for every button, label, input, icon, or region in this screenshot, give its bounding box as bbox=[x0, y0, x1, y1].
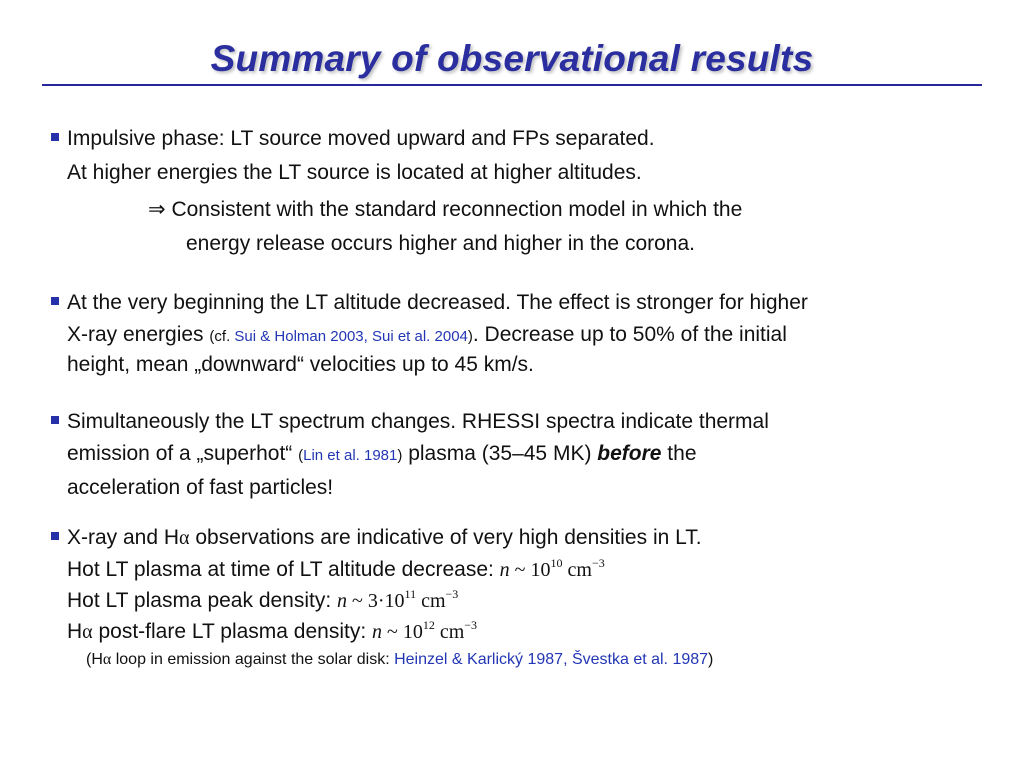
bullet-1-line-3 bbox=[148, 197, 742, 223]
density-label-decrease: Hot LT plasma at time of LT altitude decrease: bbox=[67, 558, 500, 581]
ref-close: ) bbox=[397, 447, 403, 464]
bullet-2-marker bbox=[51, 297, 59, 305]
bullet-3-marker bbox=[51, 416, 59, 424]
page-title: Summary of observational results bbox=[210, 38, 814, 79]
bullet-2-line-2-a: X-ray energies bbox=[67, 323, 210, 346]
bullet-3-line-3: acceleration of fast particles! bbox=[67, 476, 334, 499]
density-label-peak: Hot LT plasma peak density: bbox=[67, 589, 338, 612]
bullet-1-line-4: energy release occurs higher and higher in the corona. bbox=[186, 232, 695, 255]
density-formula-decrease: n ~ $10^{10}$ $cm^{-3}$ bbox=[499, 556, 605, 581]
bullet-4-marker bbox=[51, 532, 59, 540]
bullet-1-line-3-text: Consistent with the standard reconnection model in which the bbox=[165, 198, 743, 221]
bullet-4-line-1 bbox=[67, 525, 702, 551]
bullet-1-marker bbox=[51, 133, 59, 141]
density-formula-peak: n ~ $3\cdot 10^{11}$ $cm^{-3}$ bbox=[337, 587, 459, 612]
ref-open: ( bbox=[298, 447, 304, 464]
bullet-4-line-4 bbox=[67, 619, 477, 645]
bullet-3-line-1: Simultaneously the LT spectrum changes. RHESSI spectra indicate thermal bbox=[67, 410, 769, 433]
footnote-text: loop in emission against the solar disk: bbox=[111, 651, 395, 668]
bullet-4-line-1-b: observations are indicative of very high densities in LT. bbox=[189, 526, 702, 549]
alpha-symbol-3: α bbox=[102, 651, 112, 668]
h-letter: H bbox=[67, 620, 83, 643]
bullet-3-line-2 bbox=[67, 441, 697, 469]
reference-link-lin[interactable]: Lin et al. 1981 bbox=[303, 447, 398, 464]
bullet-2-line-3: height, mean „downward“ velocities up to 45 km/s. bbox=[67, 353, 534, 376]
footnote-close: ) bbox=[708, 651, 714, 668]
bullet-4-line-1-a: X-ray and H bbox=[67, 526, 180, 549]
bullet-4-line-3 bbox=[67, 588, 458, 614]
implies-arrow-icon: ⇒ bbox=[148, 198, 166, 221]
bullet-3-line-2-c: the bbox=[661, 442, 697, 465]
bullet-2-line-2-b: . Decrease up to 50% of the initial bbox=[472, 323, 787, 346]
bullet-2-line-1: At the very beginning the LT altitude decreased. The effect is stronger for higher bbox=[67, 291, 808, 314]
reference-link-sui[interactable]: Sui & Holman 2003, Sui et al. 2004 bbox=[234, 328, 468, 345]
density-formula-postflare: n ~ $10^{12}$ $cm^{-3}$ bbox=[372, 618, 478, 643]
bullet-4-footnote bbox=[86, 647, 713, 673]
cf-close: ) bbox=[467, 328, 473, 345]
alpha-symbol: α bbox=[179, 527, 190, 549]
bullet-1-line-1: Impulsive phase: LT source moved upward and FPs separated. bbox=[67, 127, 655, 150]
alpha-symbol-2: α bbox=[82, 621, 93, 643]
cf-open: (cf. bbox=[209, 328, 235, 345]
bullet-3-line-2-a: emission of a „superhot“ bbox=[67, 442, 299, 465]
bullet-1-line-2: At higher energies the LT source is located at higher altitudes. bbox=[67, 161, 642, 184]
emphasis-before: before bbox=[597, 442, 662, 465]
bullet-4-line-2 bbox=[67, 557, 605, 583]
density-label-postflare: post-flare LT plasma density: bbox=[92, 620, 373, 643]
reference-link-heinzel[interactable]: Heinzel & Karlický 1987, Švestka et al. 1987 bbox=[394, 651, 709, 668]
bullet-2-line-2 bbox=[67, 322, 787, 350]
footnote-open: (H bbox=[86, 651, 103, 668]
title-underline bbox=[42, 84, 982, 86]
bullet-3-line-2-b: plasma (35–45 MK) bbox=[402, 442, 598, 465]
